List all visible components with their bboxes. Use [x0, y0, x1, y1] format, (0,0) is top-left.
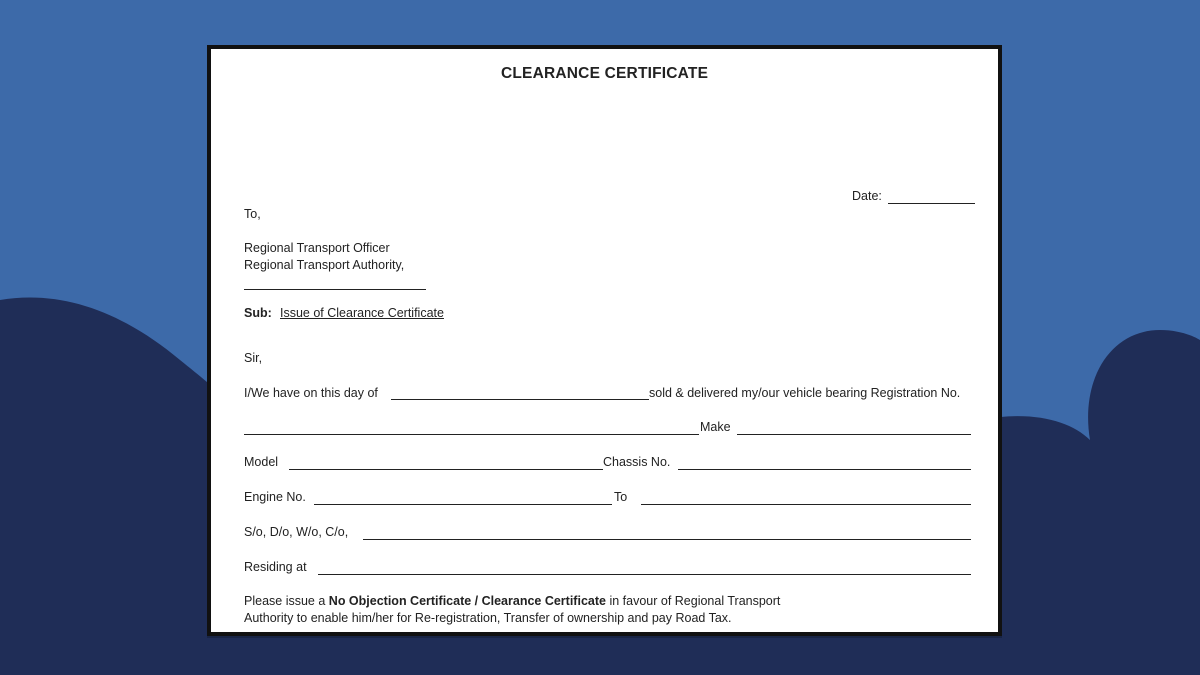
addressee-line1: Regional Transport Officer: [244, 241, 390, 255]
model-label: Model: [244, 455, 279, 469]
date-label: Date:: [852, 189, 882, 203]
address-field[interactable]: [318, 574, 971, 575]
sale-date-field[interactable]: [391, 399, 649, 400]
salutation: Sir,: [244, 351, 263, 365]
to-label-2: To: [614, 490, 628, 504]
body-line1-end: sold & delivered my/our vehicle bearing Registration No.: [649, 386, 961, 400]
model-field[interactable]: [289, 469, 603, 470]
make-label: Make: [700, 420, 731, 434]
addressee-field[interactable]: [244, 289, 426, 290]
body-line1-start: I/We have on this day of: [244, 386, 378, 400]
clearance-certificate-document: [207, 45, 1002, 636]
residing-label: Residing at: [244, 560, 307, 574]
closing-prefix: Please issue a: [244, 594, 326, 608]
transferee-field[interactable]: [641, 504, 971, 505]
make-field[interactable]: [737, 434, 971, 435]
document-title: CLEARANCE CERTIFICATE: [501, 65, 709, 82]
engine-label: Engine No.: [244, 490, 306, 504]
closing-line1: [244, 595, 780, 608]
date-field[interactable]: [888, 203, 975, 204]
chassis-label: Chassis No.: [603, 455, 671, 469]
relation-field[interactable]: [363, 539, 971, 540]
closing-line2: Authority to enable him/her for Re-registration, Transfer of ownership and pay Road Tax.: [244, 611, 732, 625]
engine-field[interactable]: [314, 504, 612, 505]
subject-text: Issue of Clearance Certificate: [280, 306, 444, 320]
registration-no-field[interactable]: [244, 434, 699, 435]
relation-label: S/o, D/o, W/o, C/o,: [244, 525, 349, 539]
chassis-field[interactable]: [678, 469, 971, 470]
subject-label: Sub:: [244, 306, 272, 320]
closing-bold: No Objection Certificate / Clearance Certificate: [328, 594, 606, 608]
to-label: To,: [244, 207, 261, 221]
addressee-line2: Regional Transport Authority,: [244, 258, 405, 272]
closing-suffix: in favour of Regional Transport: [609, 594, 781, 608]
